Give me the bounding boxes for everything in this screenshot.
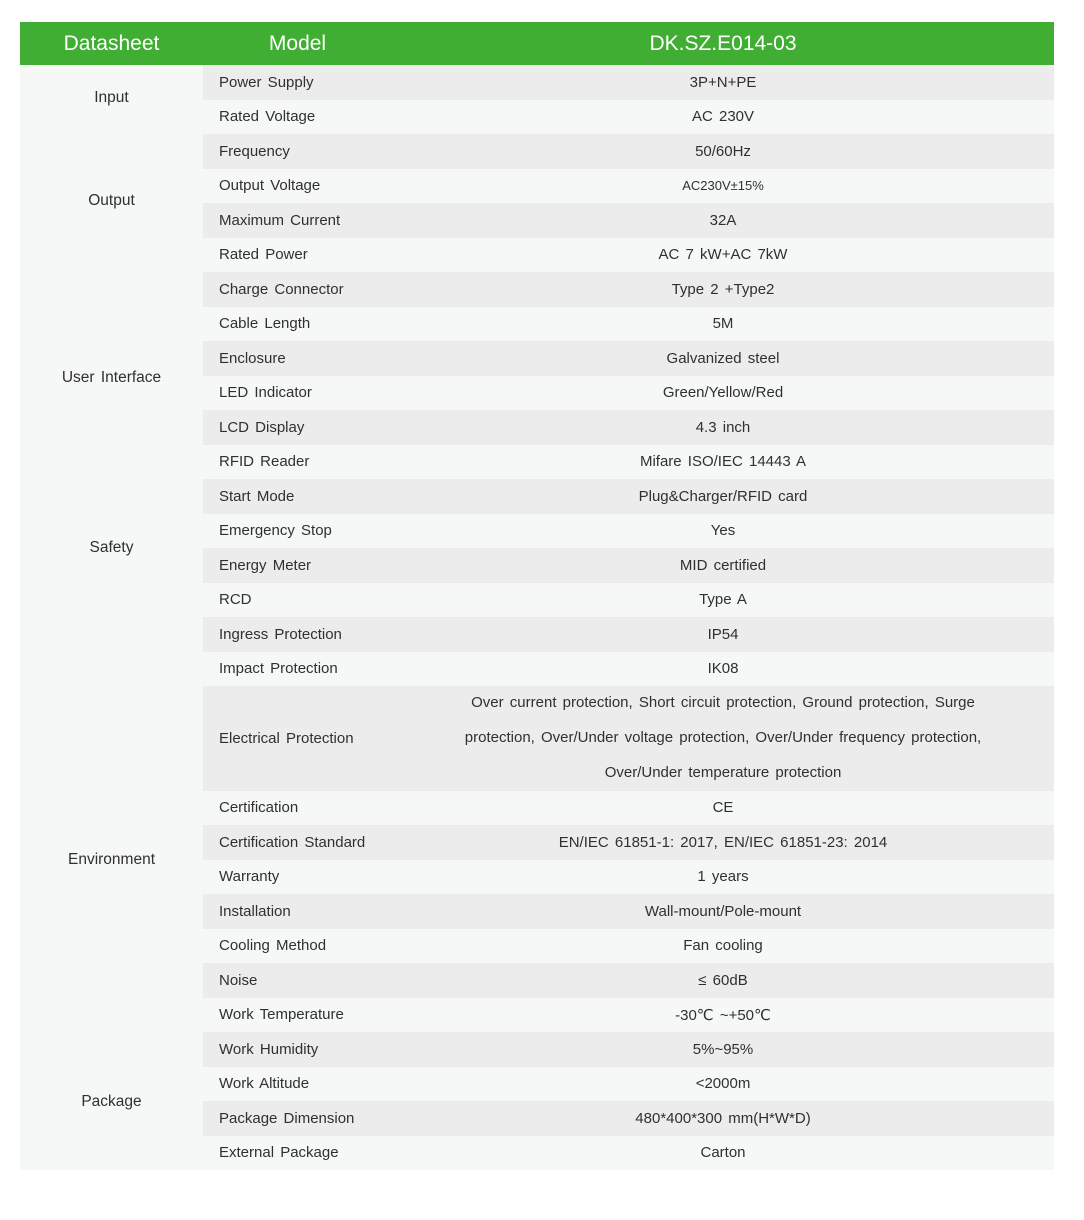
property-label: Cooling Method xyxy=(219,937,327,955)
property-label: Rated Voltage xyxy=(219,108,316,126)
property-value: 3P+N+PE xyxy=(689,73,757,91)
property-label: Cable Length xyxy=(219,315,311,333)
property-value: Green/Yellow/Red xyxy=(662,384,784,402)
property-label: Work Humidity xyxy=(219,1040,319,1058)
property-value: Type 2 +Type2 xyxy=(671,280,775,298)
category-label-environment: Environment xyxy=(67,851,155,868)
table-row xyxy=(203,341,1054,376)
property-value: 50/60Hz xyxy=(695,142,751,160)
table-row xyxy=(203,791,1054,826)
property-value: CE xyxy=(712,799,734,817)
table-row xyxy=(203,998,1054,1033)
table-row xyxy=(203,548,1054,583)
table-row xyxy=(203,652,1054,687)
property-value: Galvanized steel xyxy=(666,349,780,367)
property-value: ≤ 60dB xyxy=(698,971,748,989)
property-value: Carton xyxy=(700,1144,746,1162)
property-label: Start Mode xyxy=(219,487,295,505)
property-value: AC230V±15% xyxy=(682,178,764,194)
property-value: Wall-mount/Pole-mount xyxy=(644,902,802,920)
table-row xyxy=(203,1136,1054,1171)
table-row xyxy=(203,1032,1054,1067)
property-value: 5%~95% xyxy=(692,1040,754,1058)
table-body xyxy=(20,65,1054,1170)
property-label: Warranty xyxy=(219,868,280,886)
property-label: RFID Reader xyxy=(219,453,310,471)
table-row xyxy=(203,514,1054,549)
property-label: LCD Display xyxy=(219,418,305,436)
property-label: Ingress Protection xyxy=(219,625,342,643)
spec-rows xyxy=(203,65,1054,1170)
header-model-number: DK.SZ.E014-03 xyxy=(649,31,797,55)
property-label: Maximum Current xyxy=(219,211,341,229)
property-value: IK08 xyxy=(707,660,739,678)
property-label: Installation xyxy=(219,902,291,920)
property-label: Certification Standard xyxy=(219,833,366,851)
property-label: Output Voltage xyxy=(219,177,321,195)
property-value: <2000m xyxy=(695,1075,751,1093)
property-label: Charge Connector xyxy=(219,280,344,298)
property-value: -30℃ ~+50℃ xyxy=(675,1006,771,1024)
table-row xyxy=(203,100,1054,135)
property-value: 4.3 inch xyxy=(695,418,751,436)
property-label: Package Dimension xyxy=(219,1109,355,1127)
category-label-safety: Safety xyxy=(89,539,134,556)
property-value: Plug&Charger/RFID card xyxy=(638,487,808,505)
table-row xyxy=(203,929,1054,964)
value-line: Over current protection, Short circuit protection, Ground protection, Surge xyxy=(471,694,975,712)
property-label: Electrical Protection xyxy=(219,729,354,747)
property-label: Work Altitude xyxy=(219,1075,310,1093)
property-value: Mifare ISO/IEC 14443 A xyxy=(639,453,807,471)
property-label: External Package xyxy=(219,1144,339,1162)
property-label: RCD xyxy=(219,591,252,609)
category-label-output: Output xyxy=(88,192,135,209)
table-row xyxy=(203,479,1054,514)
property-label: Emergency Stop xyxy=(219,522,332,540)
property-label: Impact Protection xyxy=(219,660,338,678)
property-label: Work Temperature xyxy=(219,1006,344,1024)
table-row xyxy=(203,65,1054,100)
property-value: 32A xyxy=(709,211,737,229)
table-row xyxy=(203,617,1054,652)
table-row xyxy=(203,1067,1054,1102)
property-value: AC 230V xyxy=(691,108,755,126)
property-value: 1 years xyxy=(697,868,749,886)
table-row xyxy=(203,203,1054,238)
table-row xyxy=(203,410,1054,445)
property-label: Rated Power xyxy=(219,246,308,264)
property-label: LED Indicator xyxy=(219,384,312,402)
table-row xyxy=(203,307,1054,342)
table-row xyxy=(203,169,1054,204)
property-label: Power Supply xyxy=(219,73,314,91)
property-value: IP54 xyxy=(707,625,739,643)
table-row xyxy=(203,134,1054,169)
datasheet-table xyxy=(20,22,1054,1170)
value-line: Over/Under temperature protection xyxy=(604,763,842,781)
header-model-label: Model xyxy=(268,31,327,55)
table-row xyxy=(203,272,1054,307)
table-row xyxy=(203,238,1054,273)
property-value: Yes xyxy=(710,522,736,540)
property-value: 480*400*300 mm(H*W*D) xyxy=(635,1109,811,1127)
table-row xyxy=(203,963,1054,998)
category-column xyxy=(20,65,203,1170)
property-label: Noise xyxy=(219,971,258,989)
property-value: Fan cooling xyxy=(683,937,763,955)
property-value xyxy=(392,686,1054,791)
property-value: MID certified xyxy=(679,556,767,574)
property-value: EN/IEC 61851-1: 2017, EN/IEC 61851-23: 2014 xyxy=(558,833,888,851)
category-label-input: Input xyxy=(94,89,129,106)
table-row xyxy=(203,1101,1054,1136)
table-row xyxy=(203,583,1054,618)
property-value: 5M xyxy=(712,315,734,333)
property-label: Energy Meter xyxy=(219,556,312,574)
category-label-package: Package xyxy=(81,1093,142,1110)
property-label: Certification xyxy=(219,799,299,817)
value-line: protection, Over/Under voltage protection, Over/Under frequency protection, xyxy=(464,728,982,746)
property-value: Type A xyxy=(699,591,747,609)
property-value: AC 7 kW+AC 7kW xyxy=(658,246,788,264)
table-row xyxy=(203,376,1054,411)
table-row xyxy=(203,686,1054,791)
table-row xyxy=(203,445,1054,480)
category-label-user-interface: User Interface xyxy=(61,369,162,386)
table-row xyxy=(203,860,1054,895)
property-label: Frequency xyxy=(219,142,290,160)
table-row xyxy=(203,894,1054,929)
header-datasheet-label: Datasheet xyxy=(63,31,160,55)
property-label: Enclosure xyxy=(219,349,286,367)
table-row xyxy=(203,825,1054,860)
table-header-row xyxy=(20,22,1054,65)
